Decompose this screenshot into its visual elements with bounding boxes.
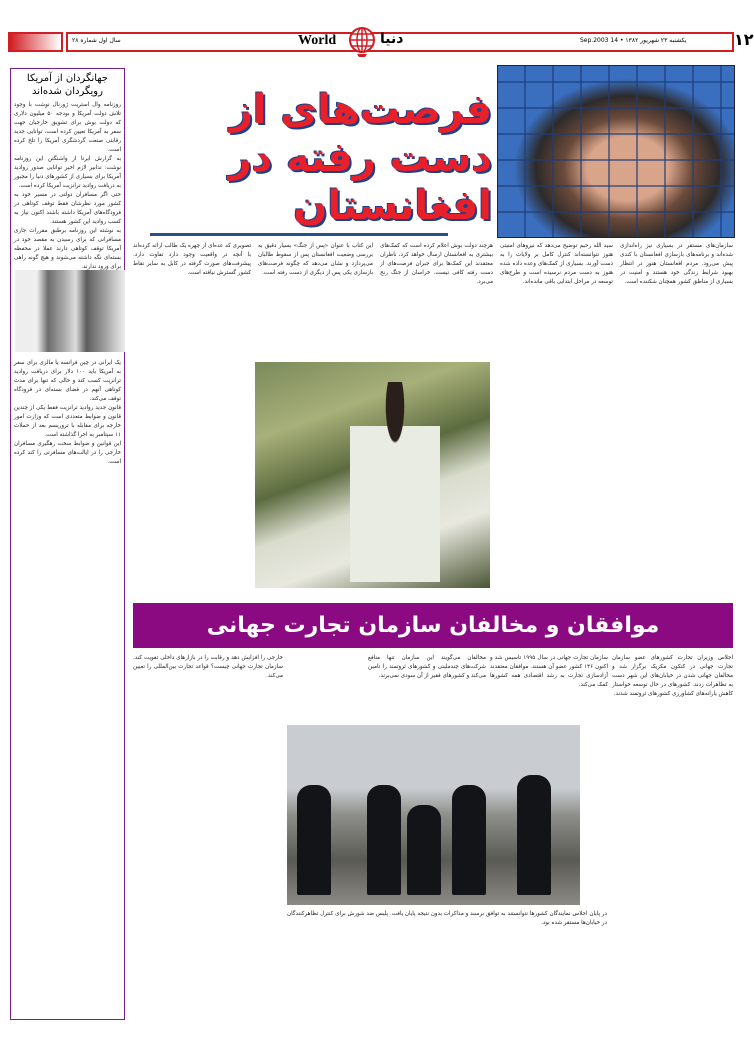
main-headline: فرصت‌های از دست رفته در افغانستان bbox=[228, 87, 492, 229]
petronas-towers-photo bbox=[15, 270, 125, 352]
paragraph: روزنامه وال استریت ژورنال نوشت با وجود تلاش دولت آمریکا و بودجه ۵۰ میلیون دلاری که دولت بوش برای تشویق خارجیان جهت سفر به آمریکا تعیین کرده است، توانایی جدید رقابتی صنعت گردشگری آمریکا را تلخ کرده است. bbox=[14, 102, 121, 153]
article-column: این کتاب با عنوان «پس از جنگ» بسیار دقیق به بررسی وضعیت افغانستان پس از سقوط طالبان می‌پردازد و نشان می‌دهد که چگونه فرصت‌های بازسازی یکی پس از دیگری از دست رفته است. bbox=[258, 243, 373, 276]
paragraph: یک ایرانی در چین فرانسه یا مالزی برای سفر به آمریکا باید ۱۰۰ دلار برای دریافت روادید ترانزیت کسب کند و حالی که تنها برای مدت کوتاهی آنهم در فضای بسته‌ای در فرودگاه توقف می‌کند. bbox=[14, 360, 121, 402]
article-column: در پایان اجلاس نمایندگان کشورها نتوانستند به توافق برسند و مذاکرات بدون نتیجه پایان یافت. پلیس ضد شورش برای کنترل تظاهرکنندگان در خیابان‌ها مستقر شده بود. bbox=[287, 911, 607, 926]
issue-number: سال اول شماره ۲۸ bbox=[72, 37, 121, 44]
wto-headline: موافقان و مخالفان سازمان تجارت جهانی bbox=[133, 603, 733, 648]
article-column: سازمان‌های مستقر در بسیاری نیز راه‌اندازی شده‌اند و برنامه‌های بازسازی افغانستان با کندی پیش می‌رود. مردم افغانستان هنوز در انتظار بهبود شرایط زندگی خود هستند و امنیت در بسیاری از مناطق کشور همچنان شکننده است. bbox=[620, 243, 733, 285]
divider bbox=[150, 233, 448, 236]
section-title-en: World bbox=[298, 33, 337, 48]
paragraph: حتی اگر مسافران دولتی در مسیر خود به کشور مورد نظرشان فقط توقف کوتاهی در فرودگاه‌های آمریکا داشته باشند اکنون نیاز به کسب روادید این کشور هستند. bbox=[14, 192, 121, 225]
sidebar-text-1 bbox=[11, 101, 124, 272]
sidebar-article bbox=[10, 68, 125, 1020]
article-column: سازمان تجارت جهانی در سال ۱۹۹۵ تاسیس شد و اکنون ۱۴۶ کشور عضو آن هستند. موافقان معتقدند آزادسازی تجارت به رشد اقتصادی همه کشورها کمک می‌کند. bbox=[490, 655, 608, 688]
issue-date: یکشنبه ۲۳ شهریور ۱۳۸۲ • 14 Sep.2003 bbox=[580, 37, 687, 44]
afghan-child-photo bbox=[497, 65, 735, 238]
article-column: هرچند دولت بوش اعلام کرده است که کمک‌های بیشتری به افغانستان ارسال خواهد کرد، ناظران معتقدند این کمک‌ها برای جبران فرصت‌های از دست رفته کافی نیست. خراسان از جنگ رنج می‌برد. bbox=[380, 243, 493, 285]
article-column: خارجی را افزایش دهد و رقابت را در بازارهای داخلی تقویت کند. سازمان تجارت جهانی چیست؟ قواعد تجارت بین‌المللی را تعیین می‌کند. bbox=[133, 655, 283, 679]
paragraph: این قوانین و ضوابط سخت رهگیری مسافران خارجی را در ایالت‌های مسافرتی را کند کرده است. bbox=[14, 441, 121, 465]
riot-police-photo bbox=[287, 725, 580, 905]
page-number: ۱۲ bbox=[734, 30, 754, 49]
paragraph: به نوشته این روزنامه برطبق مقررات جاری مسافرانی که برای رسیدن به مقصد خود در آمریکا توقف کوتاهی دارند عملا در محفظه بسته‌ای نگه داشته می‌شوند و هیچ گونه راهی برای ورود ندارند. bbox=[14, 228, 121, 270]
sidebar-text-2 bbox=[14, 359, 121, 1015]
article-column: اجلاس وزیران تجارت کشورهای عضو سازمان تجارت جهانی در کنکون مکزیک برگزار شد و مخالفان جهانی شدن در خیابان‌های این شهر دست به تظاهرات زدند. کشورهای در حال توسعه خواستار کاهش یارانه‌های کشاورزی کشورهای ثروتمند شدند. bbox=[612, 655, 733, 697]
article-column: سید الله رحیم توضیح می‌دهد که نیروهای امنیتی هنوز نتوانسته‌اند کنترل کامل بر ولایات را به دست آورند. بسیاری از کمک‌های وعده داده شده هنوز به دست مردم نرسیده است و طرح‌های توسعه در مراحل ابتدایی باقی مانده‌اند. bbox=[500, 243, 613, 285]
paragraph: به گزارش ایرنا از واشنگتن این روزنامه نوشت: تدابیر لازم اخیر توانایی صدور روادید آمریکا برای بسیاری از کشورهای دنیا را مجبور به دریافت روادید ترانزیت آمریکا کرده است. bbox=[14, 156, 121, 189]
paragraph: قانون جدید روادید ترانزیت فقط یکی از چندین قانون و ضوابط متعددی است که وزارت امور خارجه برای مقابله با تروریسم بعد از حملات ۱۱ سپتامبر به اجرا گذاشته است. bbox=[14, 405, 121, 438]
article-column: مخالفان می‌گویند این سازمان تنها منافع شرکت‌های چندملیتی و کشورهای ثروتمند را تامین می‌کند و کشورهای فقیر از آن سودی نمی‌برند. bbox=[368, 655, 486, 679]
newspaper-logo bbox=[8, 32, 63, 52]
section-title-fa: دنیا bbox=[380, 31, 404, 47]
main-headline-area bbox=[140, 58, 492, 230]
globe-icon bbox=[348, 24, 376, 58]
article-column: تصویری که عده‌ای از چهره یک طالب ارائه کرده‌اند با آنچه در واقعیت وجود دارد تفاوت دارد. پیشرفت‌های صورت گرفته در کابل به سایر نقاط کشور گسترش نیافته است. bbox=[133, 243, 251, 276]
sidebar-title: جهانگردان از آمریکا رویگردان شده‌اند bbox=[26, 73, 109, 97]
afghan-boy-photo bbox=[255, 362, 490, 588]
